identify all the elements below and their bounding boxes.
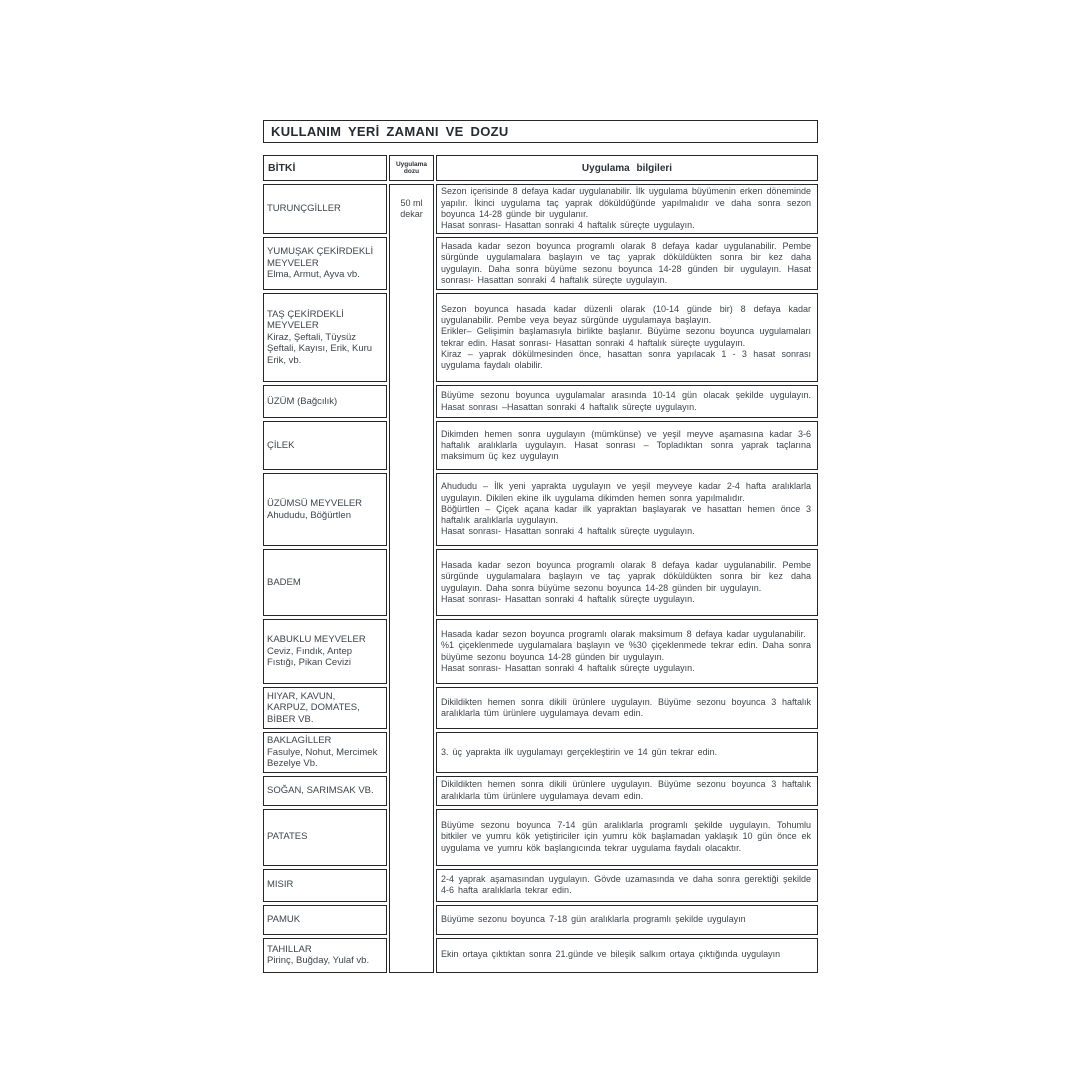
info-paragraph: Ahududu – İlk yeni yaprakta uygulayın ve yeşil meyveye kadar 2-4 hafta aralıklarla uygulayın. Dikilen ekine ilk uygulama dikimden hemen sonra yapılmalıdır. <box>441 481 811 503</box>
plant-name-line: Ceviz, Fındık, Antep <box>267 645 353 657</box>
plant-cell <box>263 869 387 902</box>
plant-cell <box>263 938 387 973</box>
plant-name-line: TURUNÇGİLLER <box>267 203 341 215</box>
info-paragraph: %1 çiçeklenmede uygulamalara başlayın ve %30 çiçeklenmede tekrar edin. Daha sonra büyüme sezonu boyunca 14-28 günden bir uygulayın. <box>441 640 811 662</box>
info-paragraph: Sezon içerisinde 8 defaya kadar uygulanabilir. İlk uygulama büyümenin erken döneminde yapılır. İkinci uygulama taç yaprak döküldüğünde yapılmalıdır ve daha sonra sezon boyunca 14-28 günde bir uygulanır. <box>441 186 811 219</box>
column-header-dose: Uygulama dozu <box>389 155 434 181</box>
info-cell <box>436 809 818 866</box>
info-cell <box>436 905 818 935</box>
plant-name-line: Fasulye, Nohut, Mercimek <box>267 746 378 758</box>
info-cell <box>436 421 818 470</box>
plant-cell <box>263 184 387 234</box>
plant-name-line: Elma, Armut, Ayva vb. <box>267 269 360 281</box>
info-cell <box>436 473 818 546</box>
info-paragraph: Hasada kadar sezon boyunca programlı olarak 8 defaya kadar uygulanabilir. Pembe sürgünde uygulamalara başlayın ve taç yaprak döküldükten sonra bir kez daha uygulayın. Daha sonra büyüme sezonu boyunca 14-28 günden bir uygulayın. Hasat sonrası- Hasattan sonraki 4 haftalık süreçte uygulayın. <box>441 240 811 285</box>
info-cell <box>436 385 818 418</box>
plant-name-line: HIYAR, KAVUN, <box>267 690 336 702</box>
plant-name-line: ÜZÜMSÜ MEYVELER <box>267 498 363 509</box>
plant-cell <box>263 619 387 684</box>
info-paragraph: Dikimden hemen sonra uygulayın (mümkünse) ve yeşil meyve aşamasına kadar 3-6 haftalık aralıklarla uygulayın. Hasat sonrası – Topladıktan sonra yaprak taçlarına maksimum üç kez uygulayın <box>441 428 811 462</box>
plant-name-line: BADEM <box>267 576 301 588</box>
plant-name-line: BİBER VB. <box>267 713 314 725</box>
column-header-info: Uygulama bilgileri <box>436 155 818 181</box>
info-paragraph: Büyüme sezonu boyunca 7-18 gün aralıklarla programlı şekilde uygulayın <box>441 913 746 924</box>
plant-name-line: Şeftali, Kayısı, Erik, Kuru <box>267 343 373 355</box>
plant-name-line: ÜZÜM (Bağcılık) <box>267 395 338 407</box>
info-cell <box>436 619 818 684</box>
info-paragraph: Böğürtlen – Çiçek açana kadar ilk yapraktan başlayarak ve hasattan hemen önce 3 haftalık aralıklarla uygulayın. <box>441 503 811 526</box>
info-paragraph: Büyüme sezonu boyunca 7-14 gün aralıklarla programlı şekilde uygulayın. Tohumlu bitkiler ve yumru kök yetiştiriciler için yumru kök başlamadan yaklaşık 10 gün önce ek uygulama ve yumru kök başlangıcında tekrar uygulama faydalı olacaktır. <box>441 820 811 853</box>
info-cell <box>436 184 818 234</box>
info-paragraph: Ekin ortaya çıktıktan sonra 21.günde ve bileşik salkım ortaya çıktığında uygulayın <box>441 949 781 960</box>
info-paragraph: Sezon boyunca hasada kadar düzenli olarak (10-14 günde bir) 8 defaya kadar uygulanabilir. Pembe veya beyaz sürgünde uygulamaya başlayın. <box>441 303 811 325</box>
dose-value-cell <box>389 184 434 973</box>
plant-cell <box>263 687 387 729</box>
info-paragraph: Hasat sonrası- Hasattan sonraki 4 haftalık süreçte uygulayın. <box>441 220 695 231</box>
info-paragraph: 3. üç yaprakta ilk uygulamayı gerçekleştirin ve 14 gün tekrar edin. <box>441 746 718 757</box>
info-paragraph: Erikler– Gelişimin başlamasıyla birlikte başlanır. Büyüme sezonu boyunca uygulamaları tekrar edin. Hasat sonrası- Hasattan sonraki 4 haftalık süreçte uygulayın. <box>441 326 811 348</box>
info-paragraph: Hasada kadar sezon boyunca programlı olarak 8 defaya kadar uygulanabilir. Pembe sürgünde uygulamalara başlayın ve taç yaprak döküldükten sonra bir kez daha uygulayın. Daha sonra büyüme sezonu boyunca 14-28 günden bir uygulayın. <box>441 559 811 593</box>
plant-name-line: SOĞAN, SARIMSAK VB. <box>267 784 374 796</box>
info-paragraph: Hasada kadar sezon boyunca programlı olarak maksimum 8 defaya kadar uygulanabilir. <box>441 628 806 639</box>
info-paragraph: Dikildikten hemen sonra dikili ürünlere uygulayın. Büyüme sezonu boyunca 3 haftalık aralıklarla tüm ürünlere uygulamaya devam edin. <box>441 696 811 718</box>
plant-cell <box>263 293 387 382</box>
plant-name-line: KARPUZ, DOMATES, <box>267 702 360 714</box>
plant-name-line: Bezelye Vb. <box>267 758 318 769</box>
info-cell <box>436 732 818 773</box>
plant-name-line: Pirinç, Buğday, Yulaf vb. <box>267 955 370 966</box>
info-cell <box>436 869 818 902</box>
plant-name-line: KABUKLU MEYVELER <box>267 634 366 646</box>
plant-name-line: Erik, vb. <box>267 354 302 366</box>
info-paragraph: 2-4 yaprak aşamasından uygulayın. Gövde uzamasında ve daha sonra gerektiği şekilde 4-6 hafta aralıklarla tekrar edin. <box>441 873 811 895</box>
info-cell <box>436 293 818 382</box>
info-cell <box>436 776 818 806</box>
plant-cell <box>263 732 387 773</box>
plant-name-line: PAMUK <box>267 913 301 925</box>
plant-name-line: Fıstığı, Pikan Cevizi <box>267 657 351 669</box>
info-cell <box>436 938 818 973</box>
plant-name-line: BAKLAGİLLER <box>267 735 332 746</box>
info-cell <box>436 237 818 290</box>
info-cell <box>436 549 818 616</box>
column-header-plant: BİTKİ <box>263 155 387 181</box>
page-title: KULLANIM YERİ ZAMANI VE DOZU <box>263 120 818 143</box>
info-paragraph: Dikildikten hemen sonra dikili ürünlere uygulayın. Büyüme sezonu boyunca 3 haftalık aralıklarla tüm ürünlere uygulamaya devam edin. <box>441 779 811 801</box>
plant-cell <box>263 809 387 866</box>
info-cell <box>436 687 818 729</box>
plant-name-line: Kiraz, Şeftali, Tüysüz <box>267 331 357 343</box>
plant-name-line: YUMUŞAK ÇEKİRDEKLİ <box>267 246 374 258</box>
info-paragraph: Hasat sonrası- Hasattan sonraki 4 haftalık süreçte uygulayın. <box>441 662 695 673</box>
info-paragraph: Büyüme sezonu boyunca uygulamalar arasında 10-14 gün olacak şekilde uygulayın. Hasat sonrası –Hasattan sonraki 4 haftalık süreçte uygulayın. <box>441 390 811 412</box>
usage-table <box>263 155 818 973</box>
plant-name-line: Ahududu, Böğürtlen <box>267 509 351 521</box>
plant-cell <box>263 905 387 935</box>
plant-name-line: MISIR <box>267 879 294 891</box>
plant-cell <box>263 385 387 418</box>
plant-name-line: MEYVELER <box>267 257 319 269</box>
plant-name-line: PATATES <box>267 831 308 843</box>
plant-cell <box>263 421 387 470</box>
plant-cell <box>263 549 387 616</box>
info-paragraph: Kiraz – yaprak dökülmesinden önce, hasattan sonra yapılacak 1 - 3 hasat sonrası uygulama faydalı olabilir. <box>441 348 811 371</box>
plant-name-line: ÇİLEK <box>267 439 295 451</box>
dose-value: 50 ml dekar <box>400 198 423 219</box>
plant-cell <box>263 473 387 546</box>
plant-name-line: TAŞ ÇEKİRDEKLİ <box>267 308 344 320</box>
plant-name-line: MEYVELER <box>267 320 319 332</box>
plant-cell <box>263 776 387 806</box>
info-paragraph: Hasat sonrası- Hasattan sonraki 4 haftalık süreçte uygulayın. <box>441 526 695 537</box>
plant-name-line: TAHILLAR <box>267 943 312 955</box>
plant-cell <box>263 237 387 290</box>
info-paragraph: Hasat sonrası- Hasattan sonraki 4 haftalık süreçte uygulayın. <box>441 593 695 604</box>
